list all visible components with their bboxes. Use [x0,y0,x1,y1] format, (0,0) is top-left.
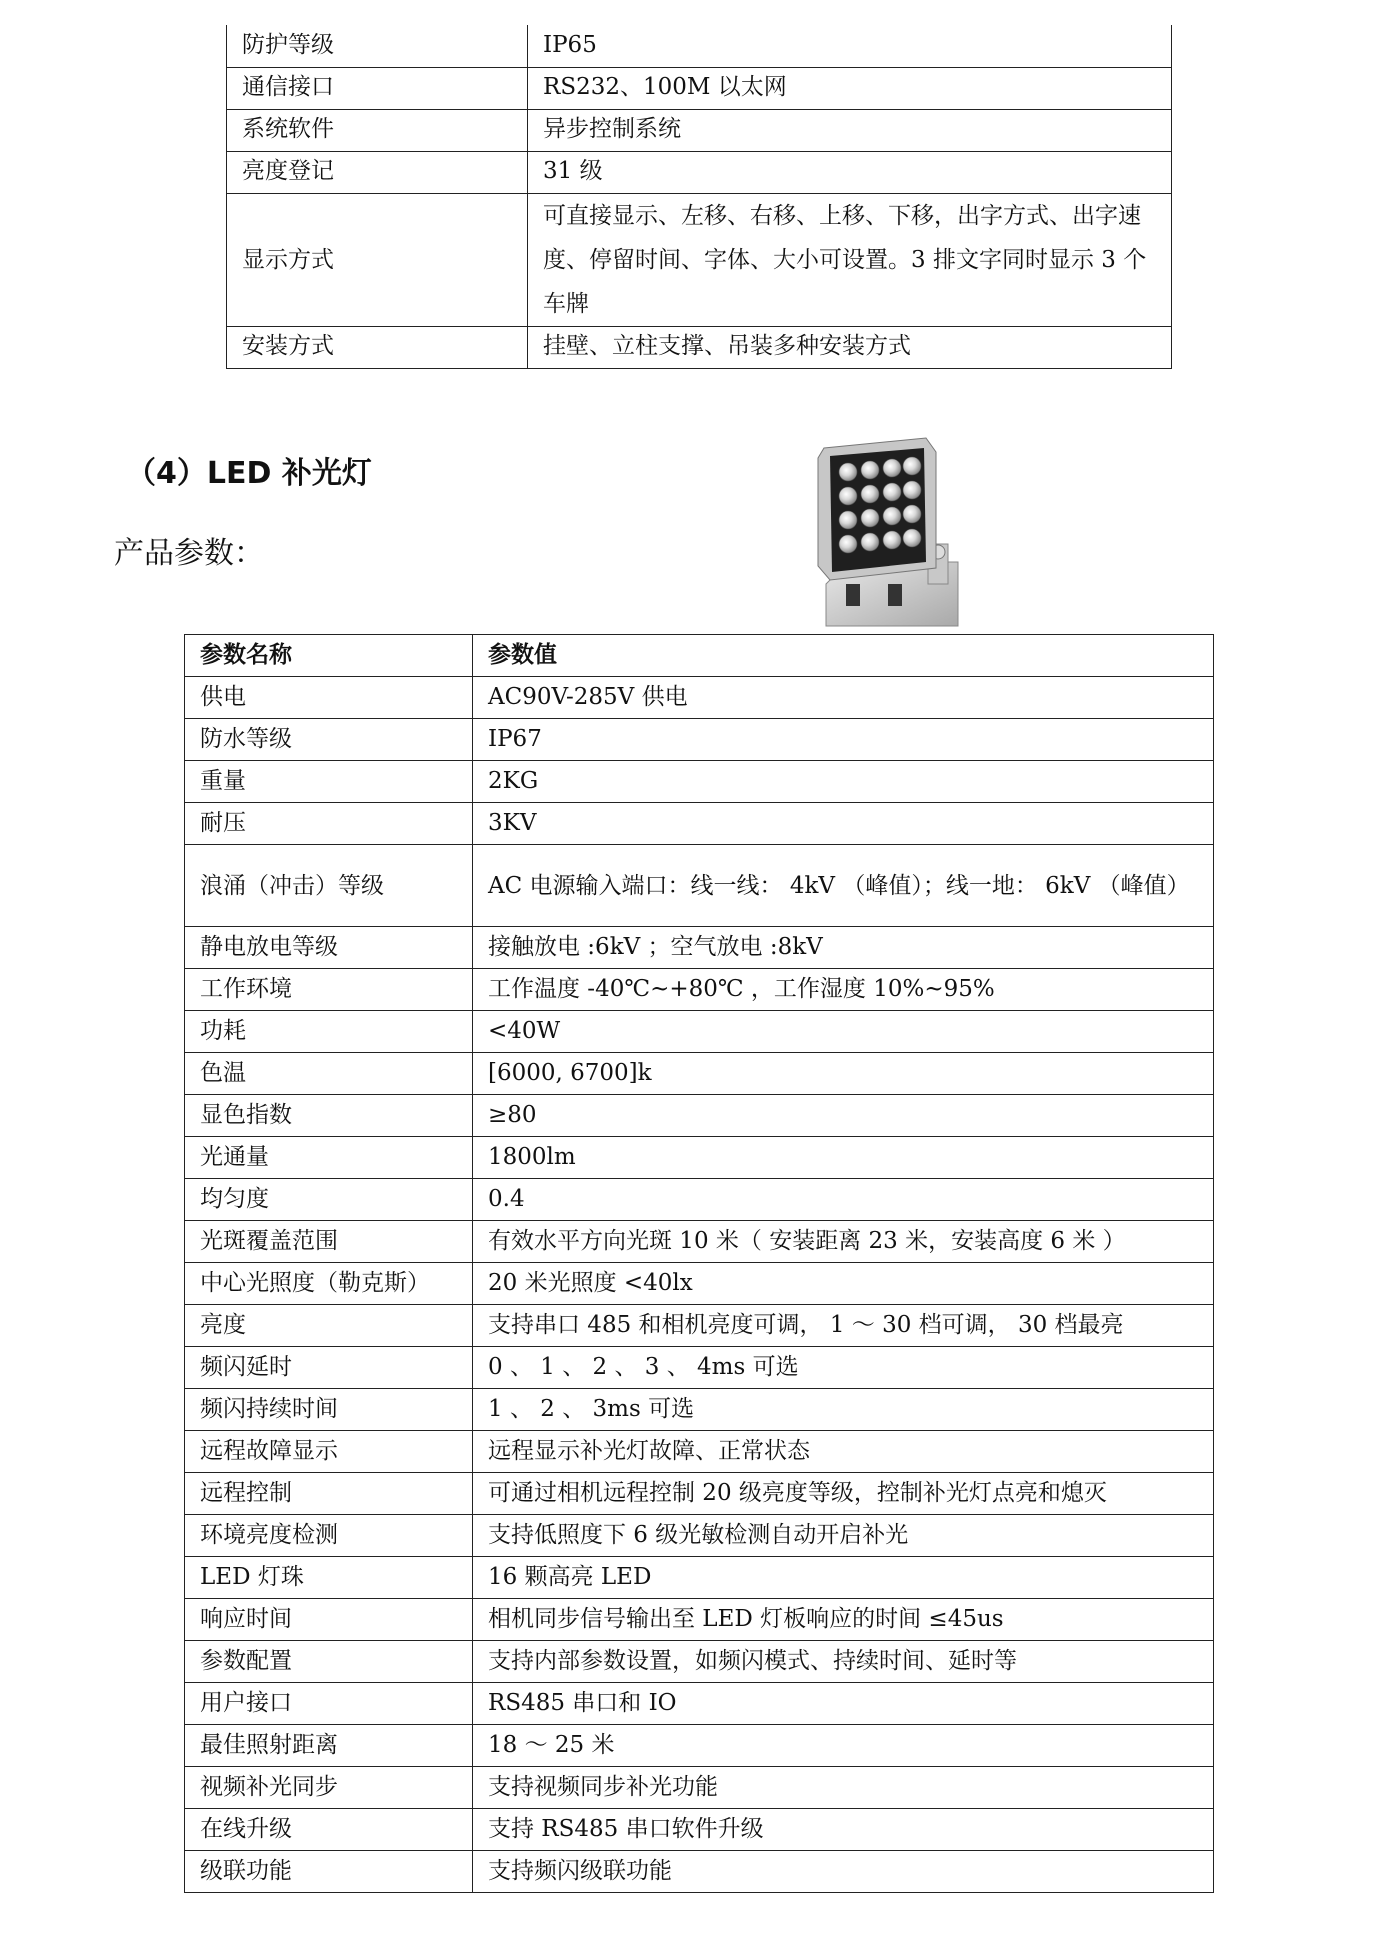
table-row [185,677,1214,719]
param-name: 工作环境 [185,969,473,1011]
table-row [185,1011,1214,1053]
table-row [185,1599,1214,1641]
param-name: 远程故障显示 [185,1431,473,1473]
table-row [185,845,1214,927]
param-name: 频闪持续时间 [185,1389,473,1431]
table-row [185,1137,1214,1179]
param-value: 3KV [473,803,1214,845]
table-header-row [185,635,1214,677]
param-value: 1 、 2 、 3ms 可选 [473,1389,1214,1431]
param-name: 级联功能 [185,1851,473,1893]
param-name: 光斑覆盖范围 [185,1221,473,1263]
table-row [227,25,1172,67]
table-row [185,1725,1214,1767]
param-name: 频闪延时 [185,1347,473,1389]
param-name: 亮度 [185,1305,473,1347]
table-row [185,1431,1214,1473]
param-value: 18 ～ 25 米 [473,1725,1214,1767]
param-name: 环境亮度检测 [185,1515,473,1557]
table-row [185,1263,1214,1305]
table-row [185,1095,1214,1137]
param-name: 防水等级 [185,719,473,761]
table-row [185,927,1214,969]
param-name: 视频补光同步 [185,1767,473,1809]
table-row [227,193,1172,326]
table-row [227,109,1172,151]
table-row [185,1767,1214,1809]
table-row [185,1389,1214,1431]
param-name: 均匀度 [185,1179,473,1221]
table-row [185,1557,1214,1599]
table-row [185,719,1214,761]
param-name: 最佳照射距离 [185,1725,473,1767]
param-value: 16 颗高亮 LED [473,1557,1214,1599]
param-name: 静电放电等级 [185,927,473,969]
param-value: 可通过相机远程控制 20 级亮度等级，控制补光灯点亮和熄灭 [473,1473,1214,1515]
param-value: 远程显示补光灯故障、正常状态 [473,1431,1214,1473]
param-value: 可直接显示、左移、右移、上移、下移，出字方式、出字速度、停留时间、字体、大小可设置。3 排文字同时显示 3 个车牌 [528,193,1172,326]
param-value: 工作温度 -40℃~+80℃ ，工作湿度 10%~95% [473,969,1214,1011]
param-value: RS485 串口和 IO [473,1683,1214,1725]
param-name: 参数配置 [185,1641,473,1683]
param-name: 防护等级 [227,25,528,67]
param-value: 0.4 [473,1179,1214,1221]
param-name: 在线升级 [185,1809,473,1851]
table-row [185,1347,1214,1389]
param-value: [6000, 6700]k [473,1053,1214,1095]
header-value: 参数值 [473,635,1214,677]
param-value: 相机同步信号输出至 LED 灯板响应的时间 ≤45us [473,1599,1214,1641]
param-value: 31 级 [528,151,1172,193]
table-row [185,1515,1214,1557]
param-name: 用户接口 [185,1683,473,1725]
param-value: AC90V-285V 供电 [473,677,1214,719]
param-name: 响应时间 [185,1599,473,1641]
header-name: 参数名称 [185,635,473,677]
param-name: 重量 [185,761,473,803]
table-row [185,1221,1214,1263]
section-heading: （4）LED 补光灯 [126,456,372,491]
param-name: 安装方式 [227,326,528,368]
spec-table-display [226,25,1172,369]
param-value: 支持内部参数设置，如频闪模式、持续时间、延时等 [473,1641,1214,1683]
table-row [227,67,1172,109]
table-row [227,326,1172,368]
param-value: 支持 RS485 串口软件升级 [473,1809,1214,1851]
param-name: 浪涌（冲击）等级 [185,845,473,927]
param-value: 异步控制系统 [528,109,1172,151]
param-value: 接触放电 :6kV ；空气放电 :8kV [473,927,1214,969]
param-name: 色温 [185,1053,473,1095]
param-value: 支持频闪级联功能 [473,1851,1214,1893]
param-name: 光通量 [185,1137,473,1179]
param-name: 耐压 [185,803,473,845]
param-name: 显色指数 [185,1095,473,1137]
table-row [185,969,1214,1011]
param-value: 20 米光照度 <40lx [473,1263,1214,1305]
param-value: ≥80 [473,1095,1214,1137]
param-value: 支持低照度下 6 级光敏检测自动开启补光 [473,1515,1214,1557]
param-value: 挂壁、立柱支撑、吊装多种安装方式 [528,326,1172,368]
table-row [227,151,1172,193]
param-name: 供电 [185,677,473,719]
param-value: IP67 [473,719,1214,761]
param-value: 有效水平方向光斑 10 米（ 安装距离 23 米，安装高度 6 米 ） [473,1221,1214,1263]
table-row [185,1641,1214,1683]
table-row [185,1473,1214,1515]
param-name: 中心光照度（勒克斯） [185,1263,473,1305]
param-value: AC 电源输入端口：线一线： 4kV （峰值）；线一地： 6kV （峰值） [473,845,1214,927]
param-name: 亮度登记 [227,151,528,193]
param-name: 通信接口 [227,67,528,109]
param-name: 系统软件 [227,109,528,151]
led-fill-light-image [808,434,978,630]
param-name: 功耗 [185,1011,473,1053]
param-value: <40W [473,1011,1214,1053]
param-name: 显示方式 [227,193,528,326]
table-row [185,1305,1214,1347]
table-row [185,761,1214,803]
param-value: 0 、 1 、 2 、 3 、 4ms 可选 [473,1347,1214,1389]
sub-heading: 产品参数： [114,536,264,571]
table-row [185,1683,1214,1725]
table-row [185,1851,1214,1893]
param-name: 远程控制 [185,1473,473,1515]
param-value: RS232、100M 以太网 [528,67,1172,109]
table-row [185,803,1214,845]
table-row [185,1179,1214,1221]
spec-table-led-fill-light [184,634,1214,1893]
table-row [185,1809,1214,1851]
param-value: 支持视频同步补光功能 [473,1767,1214,1809]
table-row [185,1053,1214,1095]
param-value: 1800lm [473,1137,1214,1179]
param-value: 2KG [473,761,1214,803]
param-value: IP65 [528,25,1172,67]
param-value: 支持串口 485 和相机亮度可调， 1 ～ 30 档可调， 30 档最亮 [473,1305,1214,1347]
param-name: LED 灯珠 [185,1557,473,1599]
